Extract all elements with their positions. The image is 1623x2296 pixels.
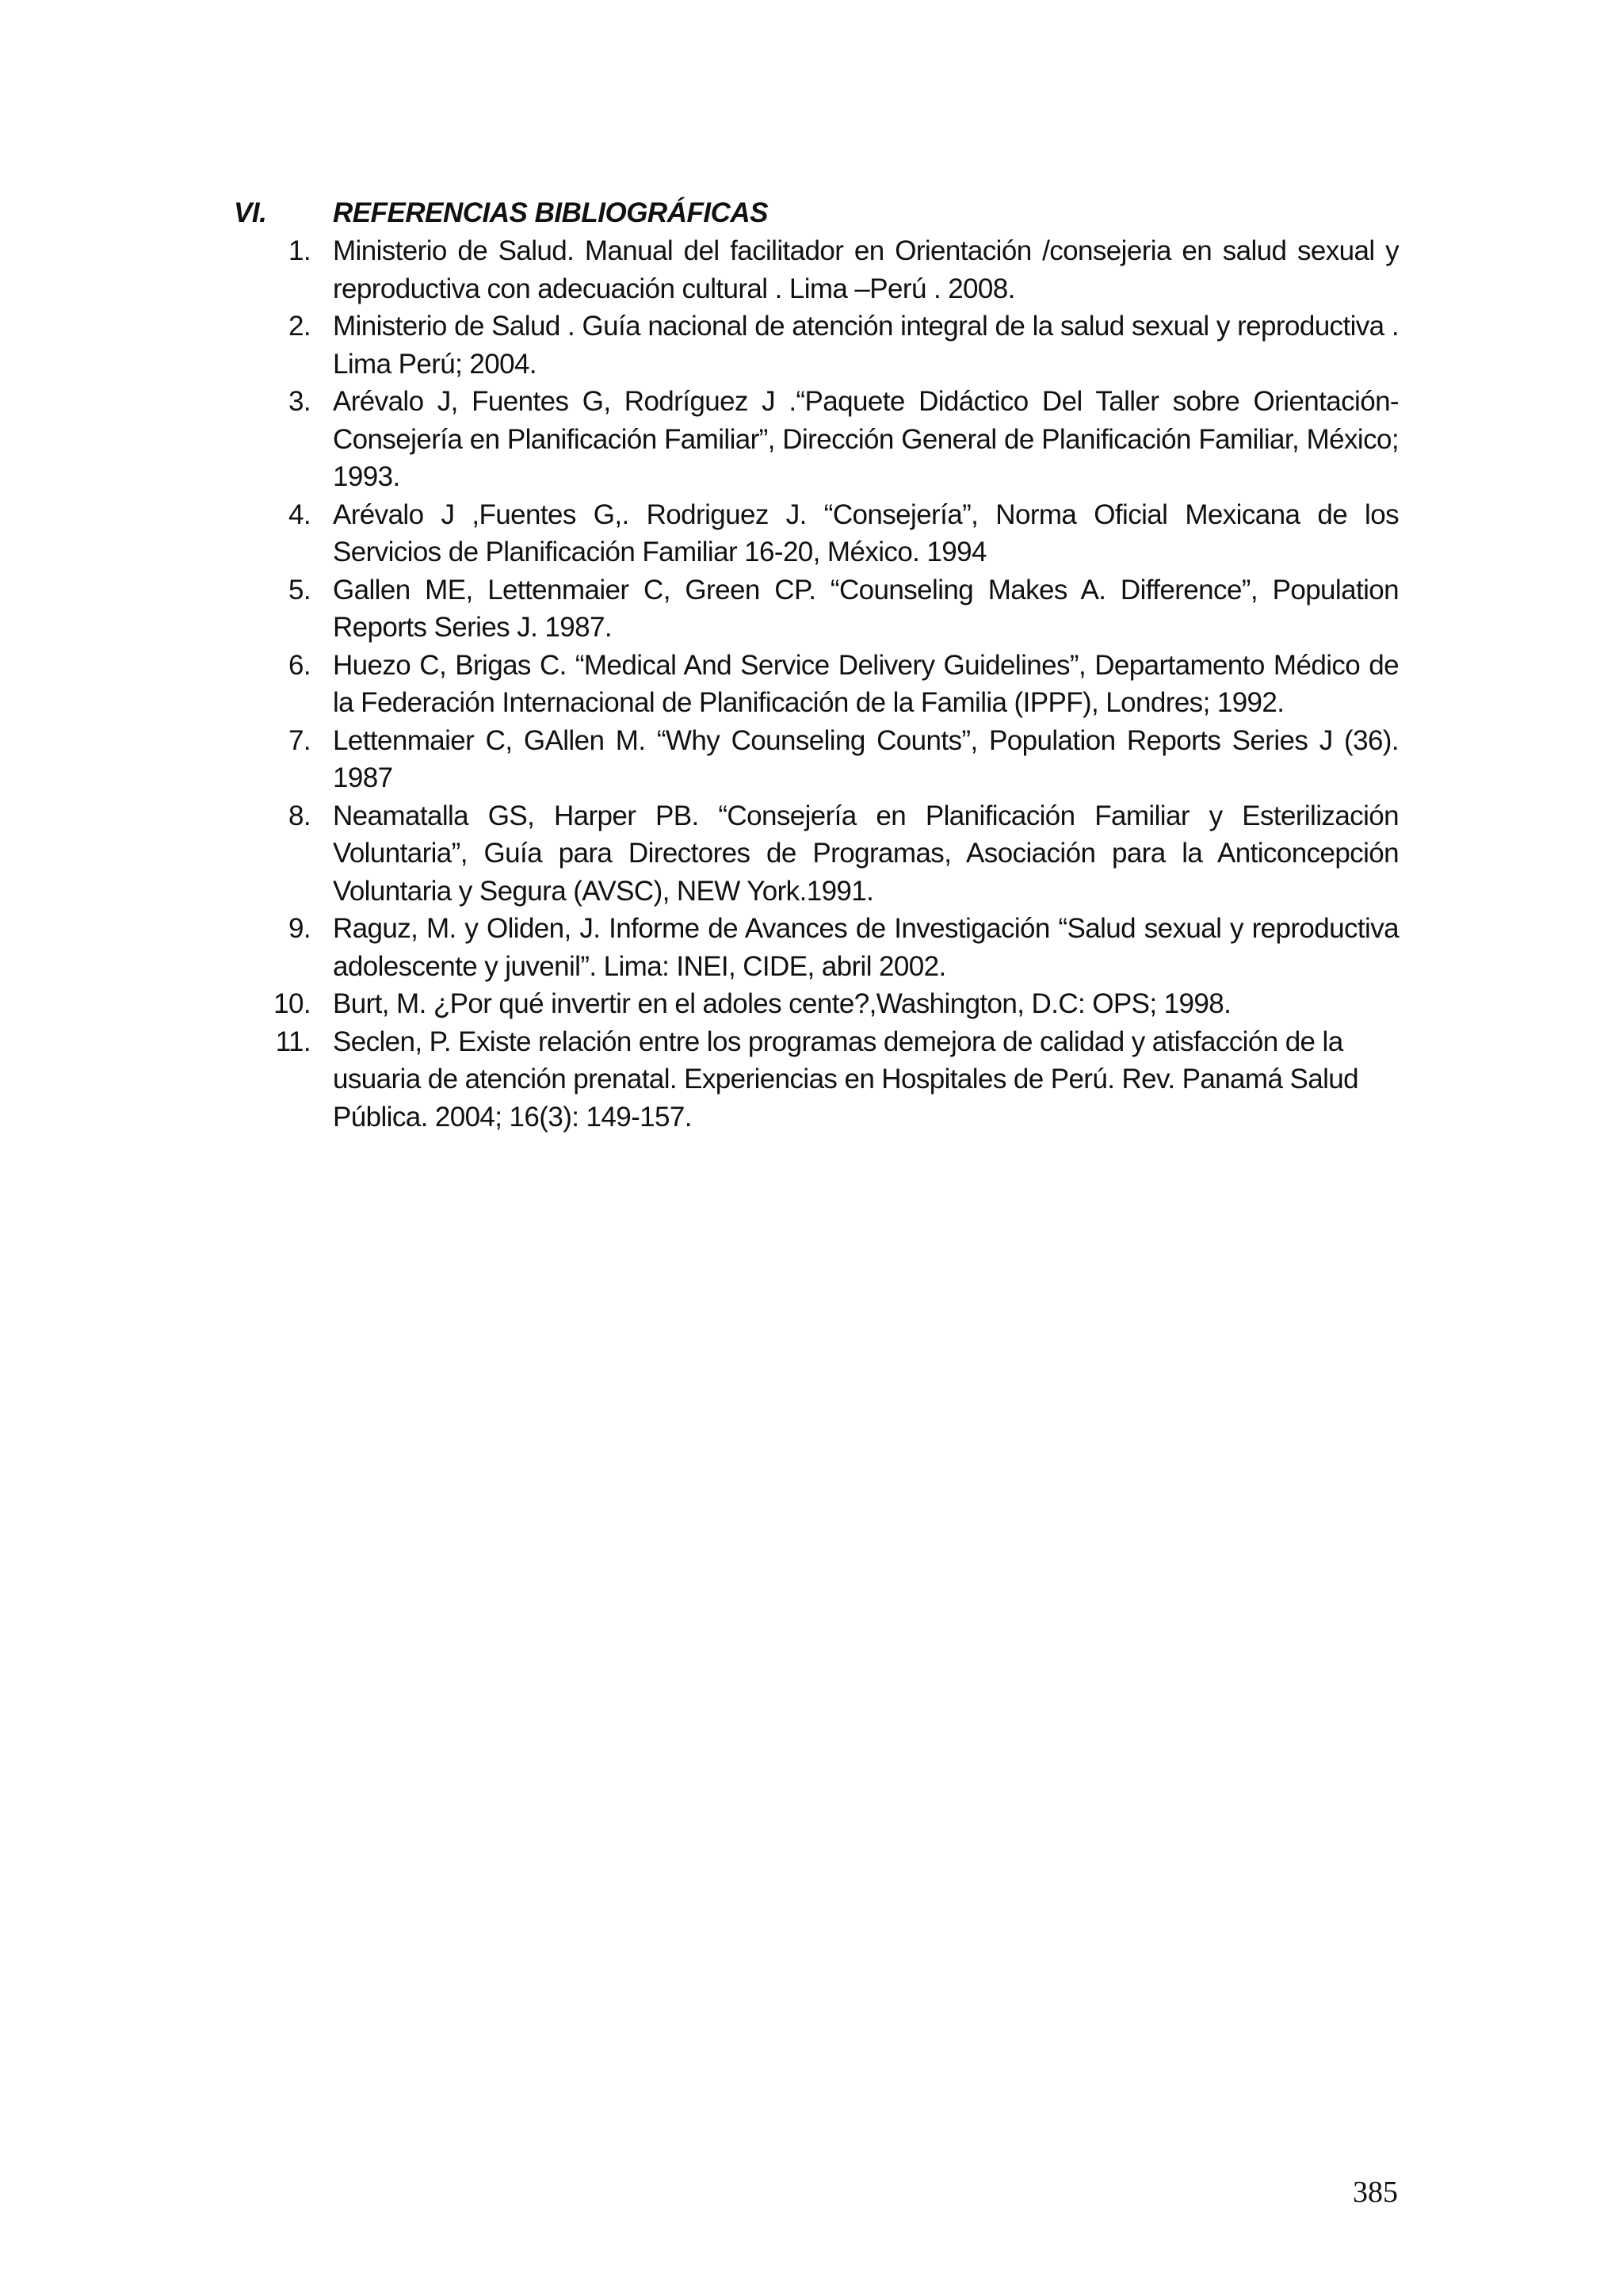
reference-text: Huezo C, Brigas C. “Medical And Service Delivery Guidelines”, Departamento Médico de la Federación Internacional de Planificación de la Familia (IPPF), Londres; 1992. [333, 649, 1399, 718]
reference-number: 1. [288, 235, 311, 266]
reference-text: Lettenmaier C, GAllen M. “Why Counseling Counts”, Population Reports Series J (36). 1987 [333, 724, 1399, 793]
reference-text: Burt, M. ¿Por qué invertir en el adoles cente?,Washington, D.C: OPS; 1998. [333, 988, 1232, 1019]
references-section [234, 194, 1399, 1136]
reference-number: 2. [288, 311, 311, 342]
reference-number: 11. [275, 1026, 311, 1057]
reference-number: 3. [288, 386, 311, 417]
reference-item [234, 496, 1399, 571]
reference-item [234, 308, 1399, 383]
reference-number: 6. [288, 649, 311, 681]
reference-item [234, 383, 1399, 496]
reference-text: Arévalo J ,Fuentes G,. Rodriguez J. “Consejería”, Norma Oficial Mexicana de los Servicios de Planificación Familiar 16-20, México. 1994 [333, 499, 1399, 567]
reference-list [234, 232, 1399, 1136]
reference-number: 10. [273, 988, 311, 1019]
reference-item [234, 910, 1399, 985]
reference-item [234, 1023, 1399, 1137]
section-number: VI. [234, 197, 267, 228]
reference-text: Ministerio de Salud. Manual del facilitador en Orientación /consejeria en salud sexual y reproductiva con adecuación cultural . Lima –Perú . 2008. [333, 235, 1399, 304]
reference-item [234, 985, 1399, 1023]
reference-number: 4. [288, 499, 311, 530]
reference-number: 9. [288, 913, 311, 944]
reference-item [234, 722, 1399, 797]
reference-item [234, 571, 1399, 647]
reference-number: 8. [288, 800, 311, 831]
reference-text: Ministerio de Salud . Guía nacional de atención integral de la salud sexual y reproductiva . Lima Perú; 2004. [333, 311, 1399, 380]
page-number: 385 [1353, 2176, 1398, 2209]
reference-text: Seclen, P. Existe relación entre los programas demejora de calidad y atisfacción de la usuaria de atención prenatal. Experiencias en Hospitales de Perú. Rev. Panamá Salud Pública. 2004; 16(3): 149-157. [333, 1026, 1358, 1133]
reference-text: Arévalo J, Fuentes G, Rodríguez J .“Paquete Didáctico Del Taller sobre Orientación-Consejería en Planificación Familiar”, Dirección General de Planificación Familiar, México; 1993. [333, 386, 1399, 492]
reference-number: 5. [288, 574, 311, 606]
section-heading [234, 194, 1399, 232]
section-title: REFERENCIAS BIBLIOGRÁFICAS [333, 197, 768, 228]
reference-item [234, 647, 1399, 722]
reference-item [234, 232, 1399, 308]
reference-number: 7. [288, 724, 311, 756]
reference-item [234, 797, 1399, 911]
reference-text: Gallen ME, Lettenmaier C, Green CP. “Counseling Makes A. Difference”, Population Reports Series J. 1987. [333, 574, 1399, 643]
reference-text: Neamatalla GS, Harper PB. “Consejería en Planificación Familiar y Esterilización Voluntaria”, Guía para Directores de Programas, Asociación para la Anticoncepción Voluntaria y Segura (AVSC), NEW York.1991. [333, 800, 1399, 907]
reference-text: Raguz, M. y Oliden, J. Informe de Avances de Investigación “Salud sexual y reproductiva adolescente y juvenil”. Lima: INEI, CIDE, abril 2002. [333, 913, 1399, 982]
